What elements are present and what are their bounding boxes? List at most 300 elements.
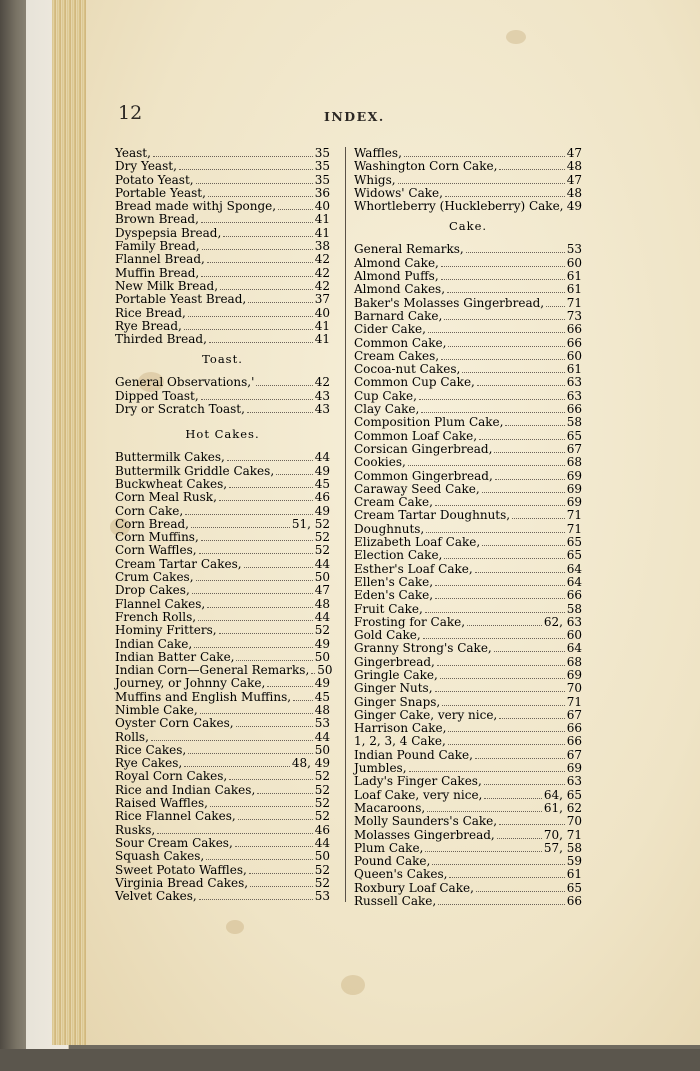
entry-page-number: 51, 52 <box>291 516 330 531</box>
index-entry <box>354 656 582 669</box>
index-entry <box>354 456 582 469</box>
dot-leader <box>198 612 313 621</box>
entry-page-number: 49 <box>314 676 330 691</box>
entry-page-number: 69 <box>566 761 582 776</box>
dot-leader <box>426 524 564 533</box>
hot-cakes-entries <box>115 450 333 904</box>
dot-leader <box>445 188 565 197</box>
index-entry <box>115 744 330 757</box>
entry-title: Portable Yeast, <box>115 185 206 200</box>
index-entry <box>115 717 330 730</box>
entry-title: Rye Bread, <box>115 318 182 333</box>
entry-title: Whortleberry (Huckleberry) Cake, <box>354 199 564 214</box>
entry-title: Yeast, <box>115 146 151 160</box>
entry-page-number: 52 <box>314 782 330 797</box>
entry-page-number: 58 <box>566 415 582 430</box>
dot-leader <box>184 758 290 767</box>
index-entry <box>115 731 330 744</box>
entry-page-number: 63 <box>566 375 582 390</box>
dot-leader <box>199 545 313 554</box>
index-entry <box>354 337 582 350</box>
section-heading-toast: Toast. <box>202 352 243 367</box>
index-entry <box>115 544 330 557</box>
dot-leader <box>219 625 313 634</box>
dot-leader <box>447 284 565 293</box>
entry-page-number: 44 <box>314 729 330 744</box>
entry-page-number: 52 <box>314 769 330 784</box>
entry-title: Lady's Finger Cakes, <box>354 774 482 789</box>
index-entry <box>115 770 330 783</box>
dot-leader <box>256 377 312 386</box>
index-entry <box>115 505 330 518</box>
index-entry <box>354 363 582 376</box>
index-entry <box>115 797 330 810</box>
entry-title: Velvet Cakes, <box>115 889 197 904</box>
dot-leader <box>250 878 313 887</box>
entry-title: Washington Corn Cake, <box>354 159 498 174</box>
index-entry <box>115 584 330 597</box>
entry-title: Waffles, <box>354 146 402 160</box>
entry-title: Ellen's Cake, <box>354 574 434 589</box>
index-entry <box>115 465 330 478</box>
entry-title: Queen's Cakes, <box>354 867 448 882</box>
dot-leader <box>249 865 313 874</box>
entry-page-number: 66 <box>566 322 582 337</box>
index-entry <box>354 243 582 256</box>
entry-title: Dry Yeast, <box>115 159 177 174</box>
entry-page-number: 50 <box>317 663 333 678</box>
entry-title: Rice Flannel Cakes, <box>115 809 236 824</box>
entry-title: Buckwheat Cakes, <box>115 476 228 491</box>
index-entry <box>354 416 582 429</box>
dot-leader <box>209 334 313 343</box>
foxing-stain <box>341 975 365 995</box>
index-entry <box>115 333 330 346</box>
entry-title: Rice Cakes, <box>115 742 187 757</box>
index-entry <box>354 187 582 200</box>
entry-page-number: 50 <box>314 649 330 664</box>
index-entry <box>115 478 330 491</box>
dot-leader <box>512 510 565 519</box>
entry-page-number: 47 <box>566 146 582 160</box>
dot-leader <box>441 351 565 360</box>
entry-page-number: 59 <box>566 854 582 869</box>
entry-title: Clay Cake, <box>354 402 420 417</box>
dot-leader <box>505 417 564 426</box>
index-entry <box>354 749 582 762</box>
dot-leader <box>398 175 565 184</box>
index-entry <box>354 815 582 828</box>
entry-page-number: 62, 63 <box>543 614 582 629</box>
dot-leader <box>229 771 313 780</box>
dot-leader <box>257 785 312 794</box>
entry-page-number: 69 <box>566 495 582 510</box>
index-entry <box>354 270 582 283</box>
dot-leader <box>236 718 313 727</box>
entry-page-number: 66 <box>566 402 582 417</box>
dot-leader <box>206 851 313 860</box>
dot-leader <box>449 869 564 878</box>
entry-title: Oyster Corn Cakes, <box>115 716 234 731</box>
entry-page-number: 35 <box>314 172 330 187</box>
entry-page-number: 47 <box>566 172 582 187</box>
index-entry <box>354 430 582 443</box>
index-entry <box>115 824 330 837</box>
dot-leader <box>185 506 313 515</box>
dot-leader <box>247 404 313 413</box>
entry-title: Gringle Cake, <box>354 667 438 682</box>
entry-title: Sweet Potato Waffles, <box>115 862 247 877</box>
entry-title: Ginger Snaps, <box>354 694 441 709</box>
entry-page-number: 50 <box>314 849 330 864</box>
dot-leader <box>448 723 564 732</box>
entry-page-number: 65 <box>566 535 582 550</box>
entry-page-number: 37 <box>314 292 330 307</box>
entry-title: Ginger Nuts, <box>354 681 433 696</box>
dot-leader <box>179 161 313 170</box>
dot-leader <box>448 736 565 745</box>
index-entry <box>115 691 330 704</box>
dot-leader <box>419 391 565 400</box>
index-entry <box>115 280 330 293</box>
entry-title: Cream Cake, <box>354 495 433 510</box>
dot-leader <box>476 883 565 892</box>
dot-leader <box>210 798 313 807</box>
index-entry <box>115 850 330 863</box>
index-entry <box>354 709 582 722</box>
index-entry <box>354 549 582 562</box>
entry-title: Muffin Bread, <box>115 265 200 280</box>
dot-leader <box>157 825 313 834</box>
entry-title: Common Cup Cake, <box>354 375 475 390</box>
dot-leader <box>444 550 564 559</box>
entry-page-number: 41 <box>314 225 330 240</box>
dot-leader <box>244 559 313 568</box>
index-entry <box>115 638 330 651</box>
index-entry <box>115 451 330 464</box>
index-entry <box>354 200 582 213</box>
entry-title: Buttermilk Cakes, <box>115 450 225 465</box>
entry-page-number: 48 <box>314 702 330 717</box>
entry-page-number: 41 <box>314 212 330 227</box>
dot-leader <box>432 856 564 865</box>
index-entry <box>354 297 582 310</box>
index-entry <box>115 864 330 877</box>
entry-page-number: 63 <box>566 774 582 789</box>
index-entry <box>115 611 330 624</box>
index-entry <box>115 877 330 890</box>
entry-title: Corn Muffins, <box>115 530 199 545</box>
entry-title: Granny Strong's Cake, <box>354 641 492 656</box>
entry-page-number: 71 <box>566 508 582 523</box>
entry-title: Indian Pound Cake, <box>354 747 473 762</box>
dot-leader <box>248 294 313 303</box>
entry-page-number: 60 <box>566 628 582 643</box>
entry-page-number: 44 <box>314 556 330 571</box>
entry-title: Indian Corn—General Remarks, <box>115 663 310 678</box>
index-entry <box>115 677 330 690</box>
index-entry <box>354 895 582 908</box>
index-entry <box>354 390 582 403</box>
dot-leader <box>276 466 313 475</box>
entry-title: Baker's Molasses Gingerbread, <box>354 295 545 310</box>
index-entry <box>354 682 582 695</box>
entry-page-number: 44 <box>314 609 330 624</box>
dot-leader <box>201 532 313 541</box>
entry-page-number: 67 <box>566 441 582 456</box>
entry-page-number: 71 <box>566 295 582 310</box>
dot-leader <box>462 364 564 373</box>
entry-title: Doughnuts, <box>354 521 425 536</box>
index-column-right <box>354 147 582 908</box>
entry-title: Common Gingerbread, <box>354 468 493 483</box>
dot-leader <box>435 683 565 692</box>
dot-leader <box>311 665 315 674</box>
entry-title: New Milk Bread, <box>115 278 219 293</box>
entry-page-number: 69 <box>566 667 582 682</box>
index-entry <box>115 491 330 504</box>
entry-page-number: 45 <box>314 689 330 704</box>
entry-page-number: 35 <box>314 146 330 160</box>
index-entry <box>354 882 582 895</box>
index-entry <box>115 663 333 678</box>
entry-page-number: 49 <box>314 463 330 478</box>
dot-leader <box>495 471 565 480</box>
dot-leader <box>201 391 313 400</box>
dot-leader <box>194 639 313 648</box>
entry-page-number: 52 <box>314 875 330 890</box>
entry-title: Rolls, <box>115 729 149 744</box>
entry-page-number: 64 <box>566 574 582 589</box>
dot-leader <box>428 324 565 333</box>
index-entry <box>115 837 330 850</box>
entry-page-number: 45 <box>314 476 330 491</box>
foxing-stain <box>506 30 526 44</box>
entry-page-number: 66 <box>566 721 582 736</box>
entry-title: Family Bread, <box>115 239 200 254</box>
entry-page-number: 70 <box>566 681 582 696</box>
entry-page-number: 69 <box>566 481 582 496</box>
entry-title: Rice and Indian Cakes, <box>115 782 256 797</box>
entry-page-number: 64, 65 <box>543 787 582 802</box>
index-entry <box>354 496 582 509</box>
entry-title: General Observations,' <box>115 375 255 390</box>
entry-page-number: 42 <box>314 252 330 267</box>
entry-title: Common Loaf Cake, <box>354 428 478 443</box>
entry-title: Ginger Cake, very nice, <box>354 707 498 722</box>
entry-title: Molly Saunders's Cake, <box>354 814 498 829</box>
index-entry <box>115 174 330 187</box>
dot-leader <box>191 519 290 528</box>
dot-leader <box>188 745 313 754</box>
index-entry <box>115 253 330 266</box>
index-entry <box>354 443 582 456</box>
entry-title: Bread made withj Sponge, <box>115 199 277 214</box>
dot-leader <box>484 790 541 799</box>
entry-page-number: 68 <box>566 455 582 470</box>
index-entry <box>115 531 330 544</box>
dot-leader <box>404 148 565 157</box>
entry-title: Thirded Bread, <box>115 332 207 347</box>
dot-leader <box>409 763 565 772</box>
index-entry <box>115 227 330 240</box>
entry-title: Virginia Bread Cakes, <box>115 875 249 890</box>
dot-leader <box>444 311 564 320</box>
entry-page-number: 70, 71 <box>543 827 582 842</box>
index-entry <box>354 868 582 881</box>
entry-page-number: 38 <box>314 239 330 254</box>
index-entry <box>354 523 582 536</box>
entry-title: Almond Cake, <box>354 255 439 270</box>
entry-page-number: 42 <box>314 375 330 390</box>
index-entry <box>115 147 330 160</box>
entry-page-number: 65 <box>566 428 582 443</box>
entry-title: Almond Cakes, <box>354 282 446 297</box>
entry-title: Potato Yeast, <box>115 172 194 187</box>
entry-page-number: 61, 62 <box>543 800 582 815</box>
entry-page-number: 46 <box>314 822 330 837</box>
index-entry <box>115 810 330 823</box>
section-heading-cake: Cake. <box>448 219 488 234</box>
entry-title: Barnard Cake, <box>354 308 443 323</box>
entry-page-number: 66 <box>566 335 582 350</box>
index-entry <box>354 669 582 682</box>
entry-title: Election Cake, <box>354 548 443 563</box>
index-entry <box>115 598 330 611</box>
entry-title: Gingerbread, <box>354 654 435 669</box>
entry-title: Gold Cake, <box>354 628 421 643</box>
entry-title: Crum Cakes, <box>115 570 194 585</box>
entry-title: Muffins and English Muffins, <box>115 689 292 704</box>
index-entry <box>354 855 582 868</box>
index-entry <box>115 651 330 664</box>
dot-leader <box>425 843 541 852</box>
dot-leader <box>494 643 565 652</box>
entry-page-number: 49 <box>314 636 330 651</box>
entry-page-number: 49 <box>566 199 582 214</box>
index-entry <box>115 267 330 280</box>
dot-leader <box>227 452 313 461</box>
entry-page-number: 52 <box>314 530 330 545</box>
index-entry <box>354 629 582 642</box>
entry-page-number: 48 <box>566 159 582 174</box>
entry-title: Plum Cake, <box>354 840 424 855</box>
entry-page-number: 35 <box>314 159 330 174</box>
entry-title: Squash Cakes, <box>115 849 205 864</box>
entry-title: Cider Cake, <box>354 322 426 337</box>
dot-leader <box>293 692 313 701</box>
entry-page-number: 57, 58 <box>543 840 582 855</box>
book-cover-edge <box>0 1049 700 1071</box>
entry-page-number: 41 <box>314 332 330 347</box>
entry-page-number: 67 <box>566 707 582 722</box>
entry-title: Composition Plum Cake, <box>354 415 504 430</box>
entry-page-number: 61 <box>566 867 582 882</box>
dot-leader <box>196 572 313 581</box>
dot-leader <box>153 148 313 157</box>
index-entry <box>354 696 582 709</box>
index-entry <box>115 160 330 173</box>
entry-page-number: 46 <box>314 490 330 505</box>
entry-title: Royal Corn Cakes, <box>115 769 228 784</box>
dot-leader <box>207 599 313 608</box>
dot-leader <box>441 271 565 280</box>
index-entry <box>115 518 330 531</box>
dot-leader <box>482 484 565 493</box>
index-entry <box>115 784 330 797</box>
index-entry <box>115 390 330 403</box>
entry-title: Widows' Cake, <box>354 185 443 200</box>
section-heading-hot-cakes: Hot Cakes. <box>185 427 260 442</box>
dot-leader <box>475 750 565 759</box>
entry-title: Indian Batter Cake, <box>115 649 235 664</box>
dot-leader <box>421 404 564 413</box>
index-entry <box>354 616 582 629</box>
index-entry <box>115 320 330 333</box>
index-entry <box>354 257 582 270</box>
entry-page-number: 48, 49 <box>291 756 330 771</box>
index-entry <box>354 563 582 576</box>
entry-title: Corn Meal Rusk, <box>115 490 217 505</box>
entry-title: Rusks, <box>115 822 156 837</box>
entry-page-number: 61 <box>566 269 582 284</box>
entry-page-number: 53 <box>314 889 330 904</box>
entry-title: Cocoa-nut Cakes, <box>354 362 461 377</box>
index-entry <box>354 802 582 815</box>
dot-leader <box>435 590 565 599</box>
entry-title: Nimble Cake, <box>115 702 198 717</box>
entry-page-number: 66 <box>566 588 582 603</box>
dot-leader <box>442 697 564 706</box>
index-entry <box>115 200 330 213</box>
entry-page-number: 64 <box>566 641 582 656</box>
index-entry <box>115 376 330 389</box>
entry-page-number: 48 <box>566 185 582 200</box>
entry-title: Esther's Loaf Cake, <box>354 561 473 576</box>
entry-title: Frosting for Cake, <box>354 614 466 629</box>
entry-page-number: 65 <box>566 548 582 563</box>
dot-leader <box>196 175 313 184</box>
index-entry <box>354 589 582 602</box>
entry-title: Macaroons, <box>354 800 426 815</box>
index-entry <box>354 470 582 483</box>
entry-page-number: 43 <box>314 388 330 403</box>
entry-page-number: 52 <box>314 862 330 877</box>
dot-leader <box>438 896 565 905</box>
dot-leader <box>499 161 564 170</box>
entry-title: Almond Puffs, <box>354 269 439 284</box>
index-entry <box>354 310 582 323</box>
entry-page-number: 50 <box>314 570 330 585</box>
index-entry <box>354 403 582 416</box>
entry-page-number: 52 <box>314 623 330 638</box>
index-entry <box>354 576 582 589</box>
entry-title: Whigs, <box>354 172 396 187</box>
toast-entries <box>115 376 330 416</box>
dot-leader <box>441 258 565 267</box>
entry-page-number: 67 <box>566 747 582 762</box>
entry-page-number: 68 <box>566 654 582 669</box>
entry-title: Jumbles, <box>354 761 407 776</box>
entry-page-number: 61 <box>566 362 582 377</box>
entry-title: Cookies, <box>354 455 406 470</box>
dot-leader <box>219 492 313 501</box>
index-entry <box>115 307 330 320</box>
index-entry <box>115 704 330 717</box>
dot-leader <box>475 564 565 573</box>
entry-page-number: 69 <box>566 468 582 483</box>
dot-leader <box>408 457 565 466</box>
